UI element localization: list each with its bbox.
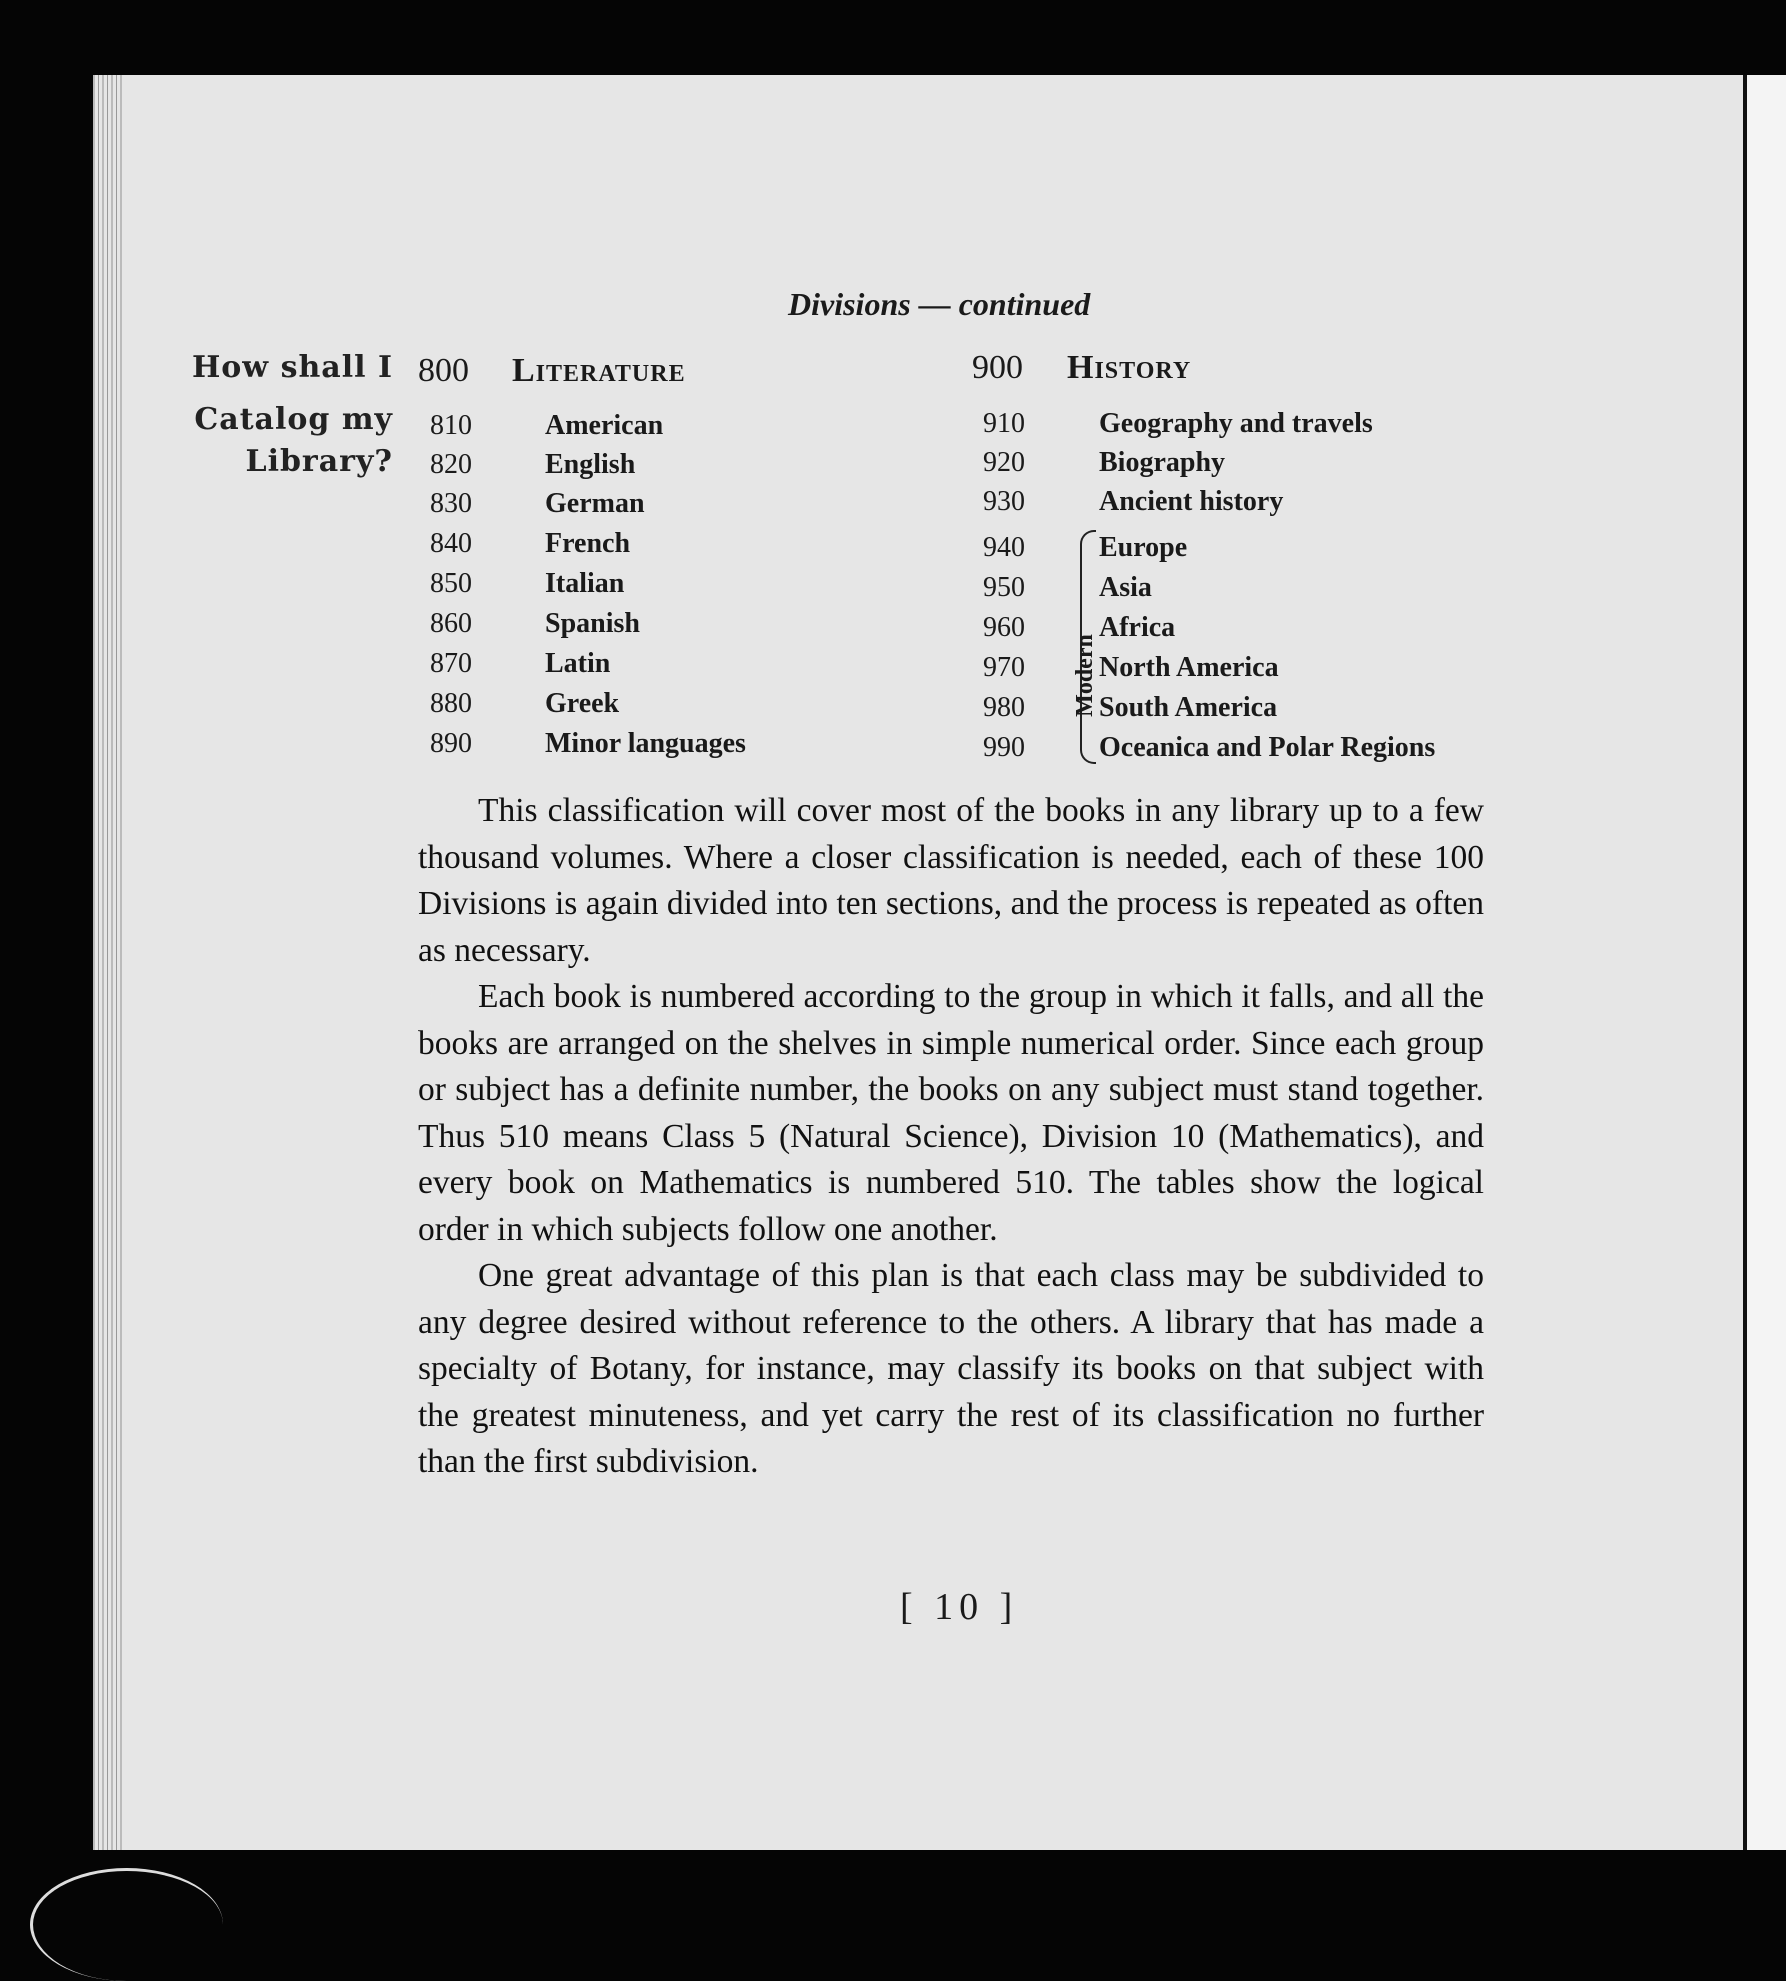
literature-label-880: Greek <box>545 688 620 719</box>
history-number-930: 930 <box>983 486 1025 517</box>
history-label-920: Biography <box>1099 447 1226 478</box>
literature-label-820: English <box>545 449 636 480</box>
class-label-literature: Literature <box>512 352 686 389</box>
history-label-980: South America <box>1099 692 1278 723</box>
modern-group-label: Modern <box>1071 634 1098 717</box>
side-title-line-3: Library? <box>245 444 393 479</box>
scan-artifact <box>30 1868 223 1981</box>
history-label-940: Europe <box>1099 532 1188 563</box>
history-number-980: 980 <box>983 692 1025 723</box>
history-number-970: 970 <box>983 652 1025 683</box>
literature-label-830: German <box>545 488 645 519</box>
literature-number-810: 810 <box>430 410 472 441</box>
history-number-940: 940 <box>983 532 1025 563</box>
history-label-930: Ancient history <box>1099 486 1284 517</box>
literature-number-860: 860 <box>430 608 472 639</box>
history-label-970: North America <box>1099 652 1279 683</box>
running-head-text: Divisions — continued <box>788 286 1091 322</box>
history-label-910: Geography and travels <box>1099 408 1373 439</box>
history-number-920: 920 <box>983 447 1025 478</box>
literature-number-830: 830 <box>430 488 472 519</box>
scan-border <box>0 1850 1786 1920</box>
binding-edge <box>93 75 125 1850</box>
literature-number-850: 850 <box>430 568 472 599</box>
history-label-960: Africa <box>1099 612 1176 643</box>
literature-label-890: Minor languages <box>545 728 746 759</box>
paragraph-2: Each book is numbered according to the group in which it falls, and all the books are arranged on the shelves in simple numerical order. Since each group or subject has a definite number, the books on any subject must stand together. Thus 510 means Class 5 (Natural Science), Division 10 (Mathematics), and every book on Mathematics is numbered 510. The tables show the logical order in which subjects follow one another. <box>418 978 1484 1248</box>
history-number-950: 950 <box>983 572 1025 603</box>
history-label-990: Oceanica and Polar Regions <box>1099 732 1436 763</box>
literature-number-890: 890 <box>430 728 472 759</box>
side-title-line-2: Catalog my <box>194 402 393 437</box>
facing-page-edge <box>1747 75 1786 1850</box>
body-text <box>418 788 1484 1486</box>
history-number-990: 990 <box>983 732 1025 763</box>
history-label-950: Asia <box>1099 572 1152 603</box>
class-label-history: History <box>1067 349 1192 386</box>
literature-number-870: 870 <box>430 648 472 679</box>
history-number-960: 960 <box>983 612 1025 643</box>
page-number: [ 10 ] <box>900 1586 1019 1628</box>
literature-label-810: American <box>545 410 664 441</box>
literature-label-870: Latin <box>545 648 611 679</box>
class-number-history: 900 <box>972 349 1023 386</box>
class-number-literature: 800 <box>418 352 469 389</box>
side-title-line-1: How shall I <box>191 350 393 385</box>
literature-label-860: Spanish <box>545 608 640 639</box>
literature-number-820: 820 <box>430 449 472 480</box>
literature-label-840: French <box>545 528 631 559</box>
history-number-910: 910 <box>983 408 1025 439</box>
literature-number-840: 840 <box>430 528 472 559</box>
literature-number-880: 880 <box>430 688 472 719</box>
paragraph-3: One great advantage of this plan is that each class may be subdivided to any degree desired without reference to the others. A library that has made a specialty of Botany, for instance, may classify its books on that subject with the greatest minuteness, and yet carry the rest of its classification no further than the first subdivision. <box>418 1257 1484 1480</box>
paragraph-1: This classification will cover most of the books in any library up to a few thousand volumes. Where a closer classification is needed, each of these 100 Divisions is again divided into ten sections, and the process is repeated as often as necessary. <box>418 792 1484 969</box>
literature-label-850: Italian <box>545 568 625 599</box>
